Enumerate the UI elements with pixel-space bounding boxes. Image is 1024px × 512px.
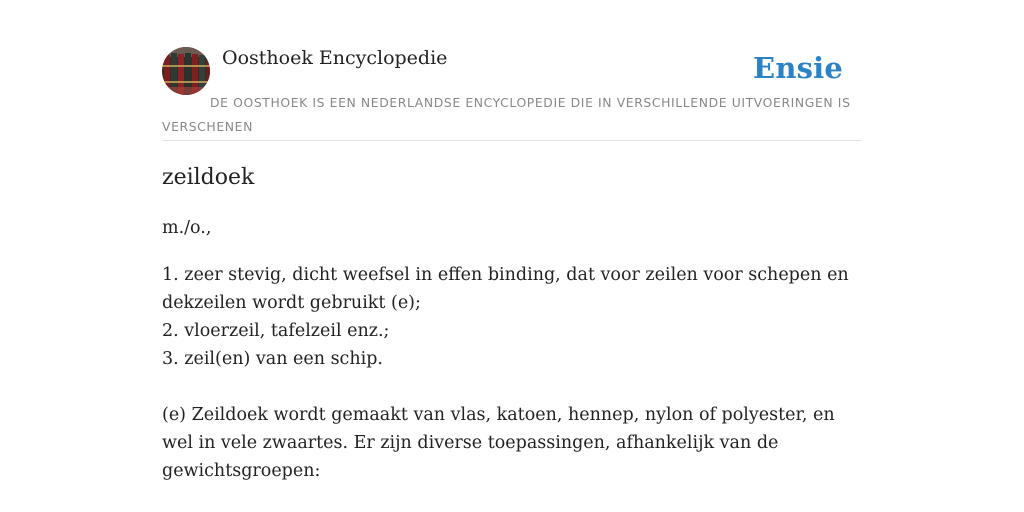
entry-content: [162, 161, 862, 485]
header: [162, 46, 862, 141]
books-icon: [162, 47, 210, 95]
encyclopedia-books-logo[interactable]: [162, 47, 210, 95]
definition-item: 1. zeer stevig, dicht weefsel in effen binding, dat voor zeilen voor schepen en dekzeilen wordt gebruikt (e);: [162, 265, 849, 313]
site-name[interactable]: Oosthoek Encyclopedie: [222, 47, 448, 69]
entry-note: (e) Zeildoek wordt gemaakt van vlas, katoen, hennep, nylon of polyester, en wel in vele zwaartes. Er zijn diverse toepassingen, afhankelijk van de gewichtsgroepen:: [162, 405, 835, 481]
definition-item: 3. zeil(en) van een schip.: [162, 349, 383, 369]
part-of-speech: m./o.,: [162, 218, 212, 238]
definition-list: [162, 261, 862, 373]
definition-item: 2. vloerzeil, tafelzeil enz.;: [162, 321, 390, 341]
brand-logo-text[interactable]: Ensie: [753, 51, 843, 85]
entry-title: zeildoek: [162, 165, 255, 190]
site-tagline: DE OOSTHOEK IS EEN NEDERLANDSE ENCYCLOPEDIE DIE IN VERSCHILLENDE UITVOERINGEN IS VERSCHENEN: [162, 95, 851, 134]
